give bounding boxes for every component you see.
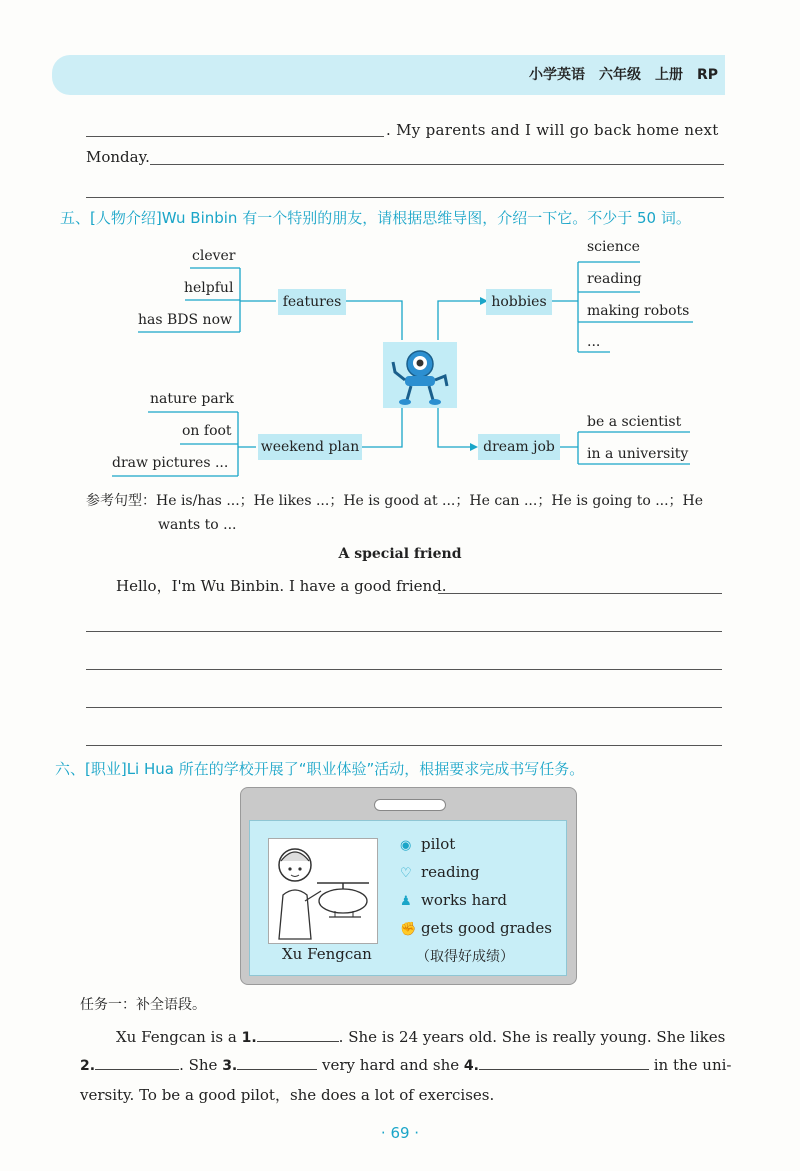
mindmap-leaf: in a university xyxy=(587,446,689,462)
blank-number: 2. xyxy=(80,1058,96,1074)
mindmap-leaf: science xyxy=(587,239,640,255)
sentence-text: Monday. xyxy=(86,148,150,166)
blank-input-1[interactable] xyxy=(257,1027,339,1042)
page-number: · 69 · xyxy=(380,1124,420,1142)
mindmap-node-dream-job: dream job xyxy=(478,434,560,460)
writing-line[interactable] xyxy=(86,631,722,632)
worker-icon: ♟ xyxy=(400,894,412,909)
mindmap-node-weekend-plan: weekend plan xyxy=(258,434,362,460)
blank-number: 4. xyxy=(463,1058,479,1074)
text-span: . She xyxy=(179,1056,223,1074)
writing-line[interactable] xyxy=(86,669,722,670)
card-fact: reading xyxy=(421,863,480,881)
pilot-photo xyxy=(268,838,378,944)
blank-number: 1. xyxy=(241,1030,257,1046)
section-title: 五、[人物介绍]Wu Binbin 有一个特别的朋友，请根据思维导图，介绍一下它。不少于 50 词。 xyxy=(60,209,691,227)
header-title: 小学英语 六年级 上册 RP xyxy=(528,67,718,83)
mindmap-leaf: draw pictures ... xyxy=(112,455,229,471)
mindmap-leaf: helpful xyxy=(184,280,234,296)
reference-sentences-cont: wants to ... xyxy=(158,517,237,533)
mindmap-leaf: clever xyxy=(192,248,236,264)
robot-image xyxy=(383,342,457,408)
thumbs-up-icon: ✊ xyxy=(400,922,417,937)
mindmap-leaf: on foot xyxy=(182,423,232,439)
blank-input-2[interactable] xyxy=(95,1055,179,1070)
task-title: 任务一：补全语段。 xyxy=(80,997,206,1013)
card-name: Xu Fengcan xyxy=(282,945,372,963)
heart-icon: ♡ xyxy=(400,866,412,881)
mindmap-leaf: making robots xyxy=(587,303,690,319)
paragraph-line-2 xyxy=(80,1055,731,1074)
writing-line[interactable] xyxy=(86,707,722,708)
essay-start: Hello，I'm Wu Binbin. I have a good friend. xyxy=(116,577,447,595)
card-fact: works hard xyxy=(421,891,507,909)
writing-line[interactable] xyxy=(86,745,722,746)
mindmap-leaf: ... xyxy=(587,334,601,350)
text-span: . She is 24 years old. She is really young. She likes xyxy=(338,1028,726,1046)
card-fact: gets good grades xyxy=(421,919,552,937)
paragraph-line-3: versity. To be a good pilot，she does a lot of exercises. xyxy=(80,1086,495,1104)
mindmap-leaf: be a scientist xyxy=(587,414,682,430)
text-span: in the uni- xyxy=(648,1056,732,1074)
person-icon: ◉ xyxy=(400,838,412,853)
mindmap-node-hobbies: hobbies xyxy=(486,289,552,315)
card-slot xyxy=(374,799,446,811)
blank-input-3[interactable] xyxy=(237,1055,317,1070)
sentence-text: . My parents and I will go back home next xyxy=(386,121,719,139)
essay-title: A special friend xyxy=(338,546,462,562)
pilot-illustration-icon xyxy=(269,839,377,943)
card-note: （取得好成绩） xyxy=(416,949,514,965)
mindmap-node-features: features xyxy=(278,289,346,315)
robot-icon xyxy=(383,342,457,408)
card-fact: pilot xyxy=(421,835,456,853)
blank-input-4[interactable] xyxy=(479,1055,649,1070)
mindmap-leaf: nature park xyxy=(150,391,234,407)
mindmap-leaf: reading xyxy=(587,271,642,287)
blank-number: 3. xyxy=(222,1058,238,1074)
text-span: very hard and she xyxy=(317,1056,464,1074)
paragraph-line-1 xyxy=(116,1027,725,1046)
section-title: 六、[职业]Li Hua 所在的学校开展了“职业体验”活动，根据要求完成书写任务。 xyxy=(55,760,585,778)
mindmap-leaf: has BDS now xyxy=(138,312,232,328)
reference-sentences: 参考句型：He is/has ...；He likes ...；He is good at ...；He can ...；He is going to ...；He xyxy=(86,493,704,509)
text-span: Xu Fengcan is a xyxy=(116,1028,242,1046)
writing-line[interactable] xyxy=(438,593,722,594)
